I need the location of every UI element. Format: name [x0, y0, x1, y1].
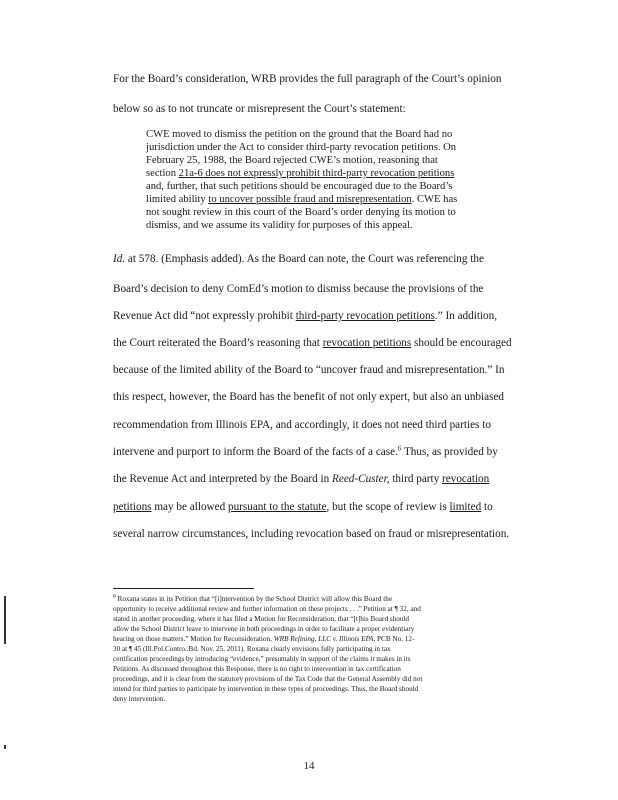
body-line-7: recommendation from Illinois EPA, and accordingly, it does not need third parties to	[113, 419, 491, 431]
footnote-line-3: stated in another proceeding, where it has filed a Motion for Reconsideration, that “[t]his Board should	[113, 615, 410, 623]
quote-emphasis-1: 21a-6 does not expressly prohibit third-party revocation petitions	[178, 168, 455, 179]
footnote-line-7: certification proceedings by introducing “evidence,” presumably in support of the claims it makes in its	[113, 655, 411, 663]
footnote-line-11: deny intervention.	[113, 695, 166, 703]
footnote-line-10: intend for third parties to participate by intervention in these types of proceedings. Thus, the Board should	[113, 685, 419, 693]
body-line-4: the Court reiterated the Board’s reasoning that revocation petitions should be encouraged	[113, 337, 512, 349]
body-line-1: Id. at 578. (Emphasis added). As the Board can note, the Court was referencing the	[113, 253, 484, 265]
margin-scan-dot	[4, 745, 6, 749]
body-line-3: Revenue Act did “not expressly prohibit third-party revocation petitions.” In addition,	[113, 310, 498, 322]
quote-line-6: limited ability to uncover possible fraud and misrepresentation. CWE has	[146, 194, 458, 205]
footnote-line-1: $^6$ Roxana states in its Petition that “[i]ntervention by the School District will allow this Board the	[113, 593, 393, 603]
footnote-line-2: opportunity to receive additional review and further information on these projects . . .” Petition at ¶ 32, and	[113, 605, 421, 613]
footnote-number: 6	[113, 593, 116, 600]
body-line-5: because of the limited ability of the Board to “uncover fraud and misrepresentation.” In	[113, 364, 505, 376]
intro-line-1: For the Board’s consideration, WRB provides the full paragraph of the Court’s opinion	[113, 73, 502, 85]
footnote-separator	[113, 588, 254, 589]
body-line-8: intervene and purport to inform the Board of the facts of a case.$^6$ Thus, as provided by	[113, 444, 498, 458]
body-line-11: several narrow circumstances, including revocation based on fraud or misrepresentation.	[113, 528, 510, 540]
quote-line-8: dismiss, and we assume its validity for purposes of this appeal.	[146, 220, 413, 231]
body-line-10: petitions may be allowed pursuant to the statute, but the scope of review is limited to	[113, 501, 493, 513]
quote-line-2: jurisdiction under the Act to consider third-party revocation petitions. On	[146, 142, 457, 153]
quote-line-4: section 21a-6 does not expressly prohibit third-party revocation petitions	[146, 168, 455, 179]
quote-line-1: CWE moved to dismiss the petition on the ground that the Board had no	[146, 129, 453, 140]
footnote-line-9: proceedings, and it is clear from the statutory provisions of the Tax Code that the General Assembly did not	[113, 675, 423, 683]
footnote-line-4: allow the School District leave to intervene in both proceedings in order to facilitate a proper evidentiary	[113, 625, 415, 633]
quote-line-5: and, further, that such petitions should be encouraged due to the Board’s	[146, 181, 453, 192]
footnote-line-5: hearing on those matters.” Motion for Reconsideration, WRB Refining, LLC v. Illinois EPA, PCB No. 12-	[113, 635, 415, 643]
page-number: 14	[303, 760, 315, 772]
footnote-reference[interactable]: 6	[397, 444, 402, 453]
footnote-line-6: 30 at ¶ 45 (Ill.Pol.Contro..Bd. Nov. 25, 2011). Roxana clearly envisions fully participating in tax	[113, 645, 391, 653]
quote-line-3: February 25, 1988, the Board rejected CWE’s motion, reasoning that	[146, 155, 438, 166]
footnote-line-8: Petitions. As discussed throughout this Response, there is no right to intervention in tax certification	[113, 665, 401, 673]
body-line-2: Board’s decision to deny ComEd’s motion to dismiss because the provisions of the	[113, 283, 484, 295]
intro-line-2: below so as to not truncate or misrepresent the Court’s statement:	[113, 103, 406, 115]
quote-line-7: not sought review in this court of the Board’s order denying its motion to	[146, 207, 456, 218]
margin-scan-mark	[4, 596, 6, 644]
quote-emphasis-2: to uncover possible fraud and misrepresentation	[208, 194, 412, 205]
body-line-9: the Revenue Act and interpreted by the Board in Reed-Custer, third party revocation	[113, 473, 490, 485]
body-line-6: this respect, however, the Board has the benefit of not only expert, but also an unbiased	[113, 391, 505, 403]
